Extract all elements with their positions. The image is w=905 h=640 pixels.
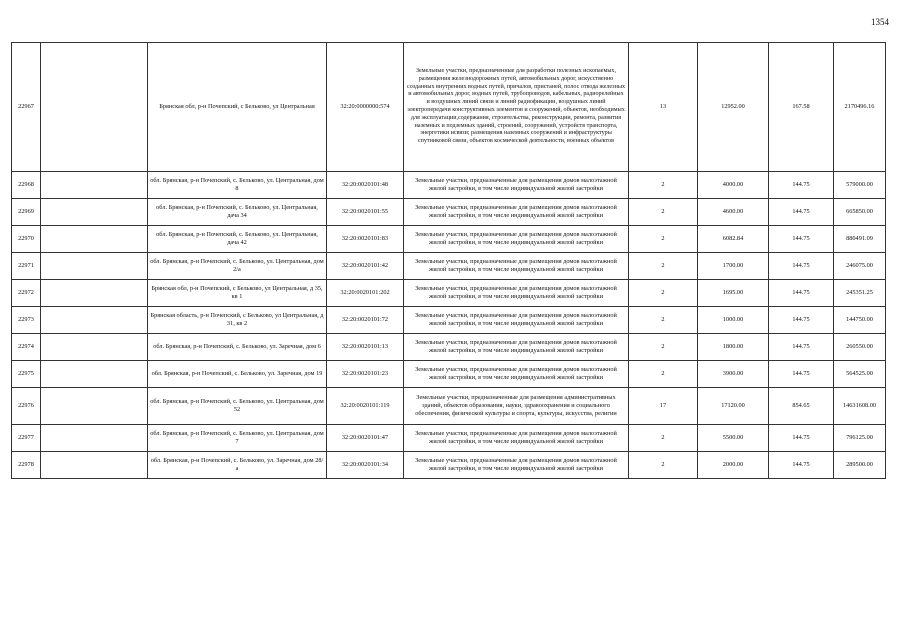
area-cell: 4000.00: [698, 172, 769, 199]
blank-cell: [41, 334, 148, 361]
blank-cell: [41, 253, 148, 280]
row-id-cell: 22973: [12, 307, 41, 334]
specific-value-cell: 144.75: [769, 361, 834, 388]
row-id-cell: 22978: [12, 452, 41, 479]
cadastral-value-cell: 289500.00: [834, 452, 886, 479]
area-cell: 17120.00: [698, 388, 769, 425]
specific-value-cell: 854.65: [769, 388, 834, 425]
cadastral-value-cell: 14631608.00: [834, 388, 886, 425]
blank-cell: [41, 43, 148, 172]
land-use-cell: Земельные участки, предназначенные для размещения домов малоэтажной жилой застройки, в том числе индивидуальной жилой застройки: [404, 280, 629, 307]
specific-value-cell: 144.75: [769, 172, 834, 199]
area-cell: 1800.00: [698, 334, 769, 361]
area-cell: 1695.00: [698, 280, 769, 307]
specific-value-cell: 144.75: [769, 307, 834, 334]
land-use-cell: Земельные участки, предназначенные для размещения домов малоэтажной жилой застройки, в том числе индивидуальной жилой застройки: [404, 226, 629, 253]
blank-cell: [41, 280, 148, 307]
cadastral-value-cell: 2170496.16: [834, 43, 886, 172]
specific-value-cell: 144.75: [769, 452, 834, 479]
row-id-cell: 22972: [12, 280, 41, 307]
cadastral-value-cell: 796125.00: [834, 425, 886, 452]
use-group-cell: 2: [629, 253, 698, 280]
page-number: 1354: [871, 17, 889, 27]
use-group-cell: 2: [629, 199, 698, 226]
cadastral-value-cell: 246075.00: [834, 253, 886, 280]
area-cell: 2000.00: [698, 452, 769, 479]
area-cell: 3900.00: [698, 361, 769, 388]
land-use-cell: Земельные участки, предназначенные для размещения домов малоэтажной жилой застройки, в том числе индивидуальной жилой застройки: [404, 307, 629, 334]
table-row: [12, 425, 886, 452]
cadastral-value-cell: 260550.00: [834, 334, 886, 361]
specific-value-cell: 144.75: [769, 226, 834, 253]
address-cell: обл. Брянская, р-н Почепский, с. Бельково, ул. Центральная, дом 7: [148, 425, 327, 452]
row-id-cell: 22975: [12, 361, 41, 388]
row-id-cell: 22969: [12, 199, 41, 226]
row-id-cell: 22968: [12, 172, 41, 199]
cadastral-number-cell: 32:20:0020101:13: [327, 334, 404, 361]
blank-cell: [41, 172, 148, 199]
land-use-cell: Земельные участки, предназначенные для разработки полезных ископаемых, размещения железнодорожных путей, автомобильных дорог, искусственно созданных внутренних водных путей, причалов, пристаней, полос отвода железных и автомобильных дорог, водных путей, трубопроводов, кабельных, радиорелейных и воздушных линий связи и линий радиофикации, воздушных линий электропередачи конструктивных элементов и сооружений, объектов, необходимых для эксплуатации,содержания, строительства, реконструкции, ремонта, развития наземных и подземных зданий, строений, сооружений, устройств транспорта, энергетики исвязи; размещения наземных сооружений и инфраструктуры спутниковой связи, объектов космической деятельности, военных объектов: [404, 43, 629, 172]
table-row: [12, 361, 886, 388]
cadastral-value-cell: 564525.00: [834, 361, 886, 388]
row-id-cell: 22967: [12, 43, 41, 172]
address-cell: обл. Брянская, р-н Почепский, с. Бельково, ул. Центральная, дом 52: [148, 388, 327, 425]
table-row: [12, 307, 886, 334]
use-group-cell: 2: [629, 307, 698, 334]
blank-cell: [41, 307, 148, 334]
area-cell: 1000.00: [698, 307, 769, 334]
cadastral-number-cell: 32:20:0020101:47: [327, 425, 404, 452]
land-use-cell: Земельные участки, предназначенные для размещения домов малоэтажной жилой застройки, в том числе индивидуальной жилой застройки: [404, 334, 629, 361]
address-cell: обл. Брянская, р-н Почепский, с. Бельково, ул. Заречная, дом 19: [148, 361, 327, 388]
area-cell: 5500.00: [698, 425, 769, 452]
area-cell: 12952.00: [698, 43, 769, 172]
cadastral-number-cell: 32:20:0020101:55: [327, 199, 404, 226]
address-cell: обл. Брянская, р-н Почепский, с. Бельково, ул. Заречная, дом 6: [148, 334, 327, 361]
land-use-cell: Земельные участки, предназначенные для размещения домов малоэтажной жилой застройки, в том числе индивидуальной жилой застройки: [404, 452, 629, 479]
cadastral-number-cell: 32:20:0020101:202: [327, 280, 404, 307]
cadastral-number-cell: 32:20:0000000:574: [327, 43, 404, 172]
specific-value-cell: 144.75: [769, 199, 834, 226]
cadastral-value-cell: 579000.00: [834, 172, 886, 199]
land-use-cell: Земельные участки, предназначенные для размещения домов малоэтажной жилой застройки, в том числе индивидуальной жилой застройки: [404, 199, 629, 226]
use-group-cell: 2: [629, 425, 698, 452]
cadastral-value-cell: 880491.09: [834, 226, 886, 253]
row-id-cell: 22971: [12, 253, 41, 280]
row-id-cell: 22977: [12, 425, 41, 452]
row-id-cell: 22974: [12, 334, 41, 361]
cadastral-value-table: [11, 42, 886, 479]
use-group-cell: 2: [629, 226, 698, 253]
use-group-cell: 13: [629, 43, 698, 172]
blank-cell: [41, 226, 148, 253]
table-row: [12, 280, 886, 307]
use-group-cell: 2: [629, 280, 698, 307]
table-row: [12, 253, 886, 280]
blank-cell: [41, 361, 148, 388]
address-cell: Брянская область, р-н Почепский, с Бельково, ул Центральная, д 31, кв 2: [148, 307, 327, 334]
table-row: [12, 452, 886, 479]
land-use-cell: Земельные участки, предназначенные для размещения домов малоэтажной жилой застройки, в том числе индивидуальной жилой застройки: [404, 425, 629, 452]
use-group-cell: 2: [629, 172, 698, 199]
table-row: [12, 172, 886, 199]
specific-value-cell: 167.58: [769, 43, 834, 172]
use-group-cell: 17: [629, 388, 698, 425]
use-group-cell: 2: [629, 334, 698, 361]
cadastral-number-cell: 32:20:0020101:72: [327, 307, 404, 334]
use-group-cell: 2: [629, 361, 698, 388]
blank-cell: [41, 425, 148, 452]
cadastral-number-cell: 32:20:0020101:83: [327, 226, 404, 253]
cadastral-value-cell: 245351.25: [834, 280, 886, 307]
table-row: [12, 226, 886, 253]
specific-value-cell: 144.75: [769, 334, 834, 361]
row-id-cell: 22976: [12, 388, 41, 425]
blank-cell: [41, 452, 148, 479]
area-cell: 1700.00: [698, 253, 769, 280]
blank-cell: [41, 388, 148, 425]
address-cell: обл. Брянская, р-н Почепский, с. Бельково, ул. Центральная, дача 42: [148, 226, 327, 253]
address-cell: обл. Брянская, р-н Почепский, с. Бельково, ул. Центральная, дом 8: [148, 172, 327, 199]
cadastral-number-cell: 32:20:0020101:42: [327, 253, 404, 280]
cadastral-number-cell: 32:20:0020101:119: [327, 388, 404, 425]
table-row: [12, 43, 886, 172]
land-use-cell: Земельные участки, предназначенные для размещения домов малоэтажной жилой застройки, в том числе индивидуальной жилой застройки: [404, 361, 629, 388]
area-cell: 4600.00: [698, 199, 769, 226]
land-use-cell: Земельные участки, предназначенные для размещения административных зданий, объектов образования, науки, здравоохранения и социального обеспечения, физической культуры и спорта, культуры, искусства, религии: [404, 388, 629, 425]
row-id-cell: 22970: [12, 226, 41, 253]
cadastral-value-cell: 144750.00: [834, 307, 886, 334]
cadastral-value-cell: 665850.00: [834, 199, 886, 226]
land-use-cell: Земельные участки, предназначенные для размещения домов малоэтажной жилой застройки, в том числе индивидуальной жилой застройки: [404, 172, 629, 199]
table-row: [12, 199, 886, 226]
specific-value-cell: 144.75: [769, 425, 834, 452]
address-cell: обл. Брянская, р-н Почепский, с. Бельково, ул. Центральная, дом 2/а: [148, 253, 327, 280]
address-cell: обл. Брянская, р-н Почепский, с. Бельково, ул. Центральная, дача 34: [148, 199, 327, 226]
use-group-cell: 2: [629, 452, 698, 479]
address-cell: Брянская обл, р-н Почепский, с Бельково, ул Центральная, д 35, кв 1: [148, 280, 327, 307]
area-cell: 6082.84: [698, 226, 769, 253]
table-row: [12, 334, 886, 361]
land-use-cell: Земельные участки, предназначенные для размещения домов малоэтажной жилой застройки, в том числе индивидуальной жилой застройки: [404, 253, 629, 280]
cadastral-number-cell: 32:20:0020101:48: [327, 172, 404, 199]
blank-cell: [41, 199, 148, 226]
address-cell: обл. Брянская, р-н Почепский, с. Бельково, ул. Заречная, дом 28/а: [148, 452, 327, 479]
cadastral-number-cell: 32:20:0020101:23: [327, 361, 404, 388]
table-row: [12, 388, 886, 425]
cadastral-number-cell: 32:20:0020101:34: [327, 452, 404, 479]
specific-value-cell: 144.75: [769, 253, 834, 280]
address-cell: Брянская обл, р-н Почепский, с Бельково, ул Центральная: [148, 43, 327, 172]
specific-value-cell: 144.75: [769, 280, 834, 307]
